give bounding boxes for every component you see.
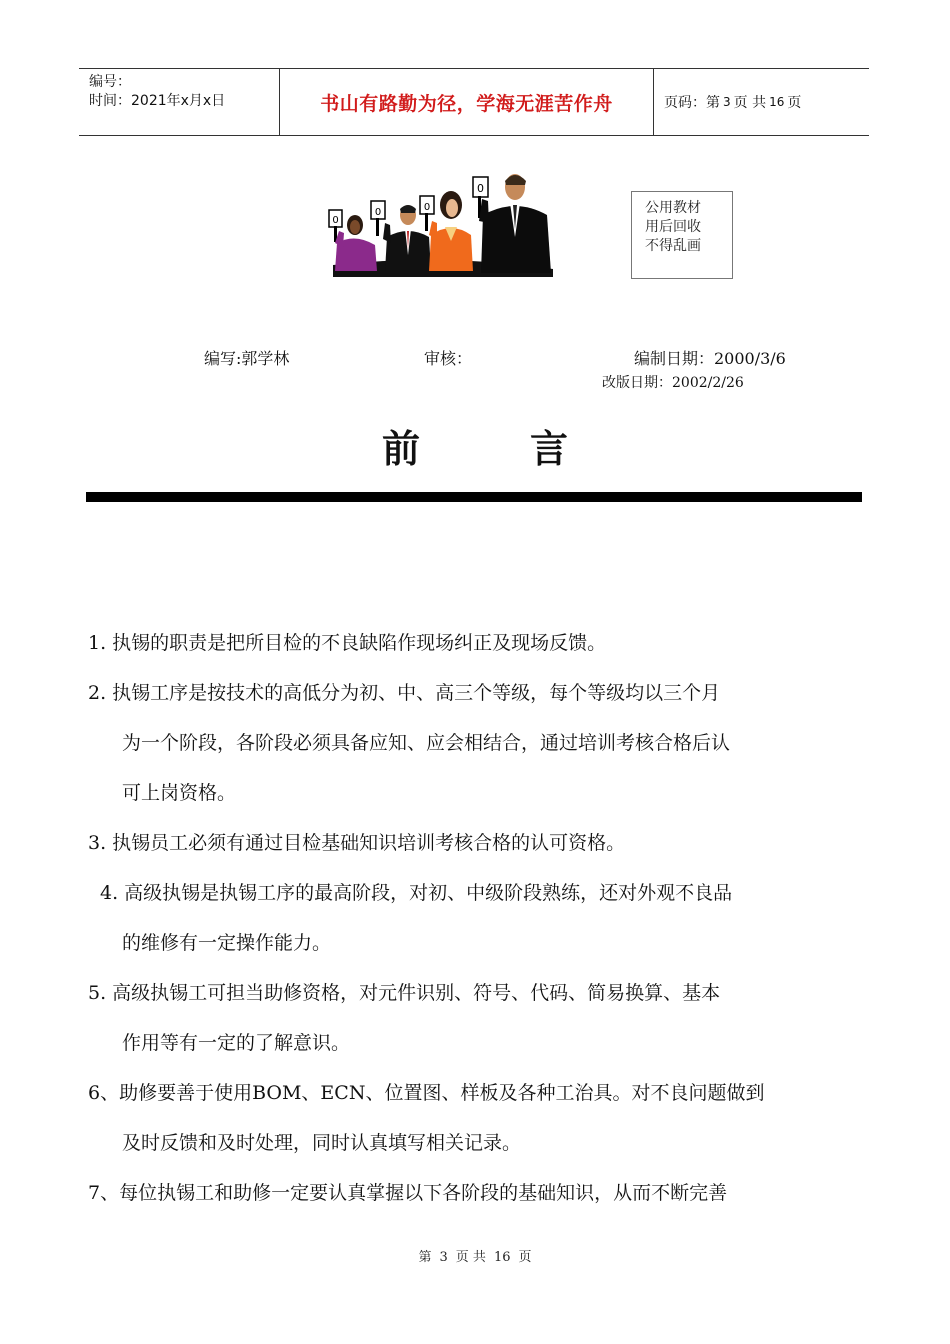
doc-date: 时间：2021年x月x日 xyxy=(89,93,226,109)
judges-holding-score-cards-icon xyxy=(325,165,557,280)
card-4: 0 xyxy=(477,182,484,195)
footer-prefix: 第 xyxy=(418,1250,432,1265)
reuse-notice-box xyxy=(631,191,733,279)
paragraph-3 xyxy=(88,818,858,868)
footer-suffix: 页 xyxy=(518,1250,532,1265)
footer-mid: 页 共 xyxy=(455,1250,486,1265)
paragraph-line: 6、助修要善于使用BOM、ECN、位置图、样板及各种工治具。对不良问题做到 xyxy=(88,1082,765,1104)
motto: 书山有路勤为径，学海无涯苦作舟 xyxy=(320,92,613,115)
header-info xyxy=(79,69,280,135)
revise-date: 改版日期：2002/2/26 xyxy=(602,375,744,391)
title-char-2: 言 xyxy=(530,427,569,471)
page-number: 3 xyxy=(723,95,731,109)
paragraph-line: 2. 执锡工序是按技术的高低分为初、中、高三个等级，每个等级均以三个月 xyxy=(88,682,721,704)
title-char-1: 前 xyxy=(381,427,420,471)
notice-line-3: 不得乱画 xyxy=(645,238,701,254)
paragraph-1 xyxy=(88,618,858,668)
paragraph-line: 4. 高级执锡是执锡工序的最高阶段，对初、中级阶段熟练，还对外观不良品 xyxy=(100,882,733,904)
compile-date: 编制日期：2000/3/6 xyxy=(634,349,786,368)
doc-number: 编号： xyxy=(89,74,131,90)
card-3: 0 xyxy=(423,202,431,213)
author: 编写:郭学林 xyxy=(204,349,290,368)
paragraph-4 xyxy=(88,868,858,968)
card-1: 0 xyxy=(332,215,339,226)
page-indicator xyxy=(654,69,869,135)
notice-line-1: 公用教材 xyxy=(645,200,701,216)
page-mid: 页 共 xyxy=(733,95,767,111)
body-content xyxy=(88,618,858,1218)
document-header xyxy=(79,68,869,136)
page-title xyxy=(0,418,950,473)
paragraph-6 xyxy=(88,1068,858,1168)
notice-line-2: 用后回收 xyxy=(645,219,701,235)
page-total: 16 xyxy=(769,95,785,109)
paragraph-5 xyxy=(88,968,858,1068)
card-2: 0 xyxy=(374,207,382,218)
paragraph-line: 7、每位执锡工和助修一定要认真掌握以下各阶段的基础知识，从而不断完善 xyxy=(88,1182,728,1204)
paragraph-line: 可上岗资格。 xyxy=(122,782,237,804)
page-prefix: 页码：第 xyxy=(664,95,720,111)
reviewer: 审核： xyxy=(424,349,473,368)
paragraph-line: 的维修有一定操作能力。 xyxy=(122,932,332,954)
header-motto-cell xyxy=(280,69,654,135)
paragraph-line: 及时反馈和及时处理，同时认真填写相关记录。 xyxy=(122,1132,522,1154)
paragraph-line: 作用等有一定的了解意识。 xyxy=(122,1032,351,1054)
paragraph-2 xyxy=(88,668,858,818)
paragraph-line: 1. 执锡的职责是把所目检的不良缺陷作现场纠正及现场反馈。 xyxy=(88,632,607,654)
title-divider xyxy=(86,492,862,502)
paragraph-line: 3. 执锡员工必须有通过目检基础知识培训考核合格的认可资格。 xyxy=(88,832,626,854)
footer-page: 3 xyxy=(439,1250,448,1265)
page-footer xyxy=(0,1246,950,1265)
paragraph-line: 5. 高级执锡工可担当助修资格，对元件识别、符号、代码、简易换算、基本 xyxy=(88,982,721,1004)
footer-total: 16 xyxy=(493,1250,511,1265)
page-suffix: 页 xyxy=(787,95,802,111)
paragraph-7 xyxy=(88,1168,858,1218)
paragraph-line: 为一个阶段，各阶段必须具备应知、应会相结合，通过培训考核合格后认 xyxy=(122,732,731,754)
